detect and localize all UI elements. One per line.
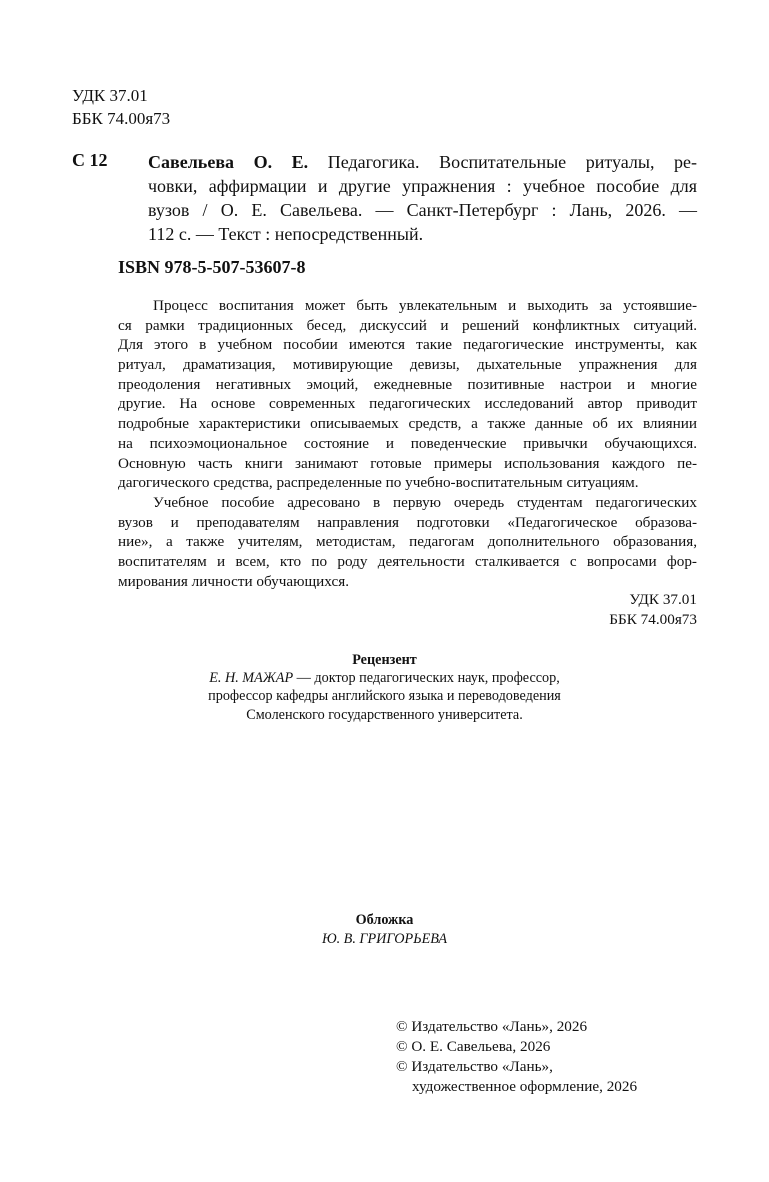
copyright-line: художественное оформление, 2026: [412, 1078, 638, 1095]
reviewer-name: Е. Н. МАЖАР: [209, 670, 294, 687]
abstract-line: ритуал, драматизация, мотивирующие девизы, дыхательные упражнения для: [118, 356, 697, 374]
abstract-line: Основную часть книги занимают готовые примеры использования каждого пе-: [118, 454, 697, 472]
reviewer-line: Смоленского государственного университета.: [246, 706, 523, 723]
abstract-line: на психоэмоциональное состояние и поведенческие привычки обучающихся.: [118, 434, 697, 452]
author-name: Савельева О. Е.: [148, 152, 309, 172]
copyright-line: © Издательство «Лань»,: [396, 1058, 553, 1075]
reviewer-heading: Рецензент: [352, 652, 417, 668]
copyright-line: © О. Е. Савельева, 2026: [396, 1038, 551, 1055]
abstract-line: ние», а также учителям, методистам, педагогам дополнительного образования,: [118, 533, 697, 551]
cover-heading: Обложка: [355, 912, 414, 928]
reviewer-line: профессор кафедры английского языка и переводоведения: [208, 688, 561, 705]
abstract-line: Для этого в учебном пособии имеются такие педагогические инструменты, как: [118, 336, 697, 354]
udk-code: УДК 37.01: [72, 86, 148, 105]
bibliographic-line: 112 с. — Текст : непосредственный.: [148, 224, 424, 244]
isbn: ISBN 978-5-507-53607-8: [118, 257, 306, 277]
bbk-code: ББК 74.00я73: [72, 109, 171, 128]
classification-top: [72, 84, 170, 130]
abstract-line: ся рамки традиционных бесед, дискуссий и решений конфликтных ситуаций.: [118, 316, 697, 334]
reviewer-block: [150, 651, 619, 724]
bibliographic-line-rest: Педагогика. Воспитательные ритуалы, ре-: [308, 152, 697, 172]
bbk-code: ББК 74.00я73: [609, 611, 697, 628]
bibliographic-line: [148, 150, 697, 174]
copyright-line: © Издательство «Лань», 2026: [396, 1018, 588, 1035]
reviewer-line: [150, 669, 619, 687]
bibliographic-line: вузов / О. Е. Савельева. — Санкт-Петербург : Лань, 2026. —: [148, 200, 697, 220]
abstract-line: мирования личности обучающихся.: [118, 572, 349, 590]
bibliographic-record: [148, 150, 697, 246]
bibliographic-line: човки, аффирмации и другие упражнения : учебное пособие для: [148, 176, 697, 196]
abstract-line: воспитателям и всем, кто по роду деятельности сталкивается с вопросами фор-: [118, 552, 697, 570]
abstract: [118, 296, 697, 591]
reviewer-title: — доктор педагогических наук, профессор,: [293, 670, 560, 687]
abstract-line: преодоления негативных эмоций, ежедневные позитивные настрои и многие: [118, 375, 697, 393]
abstract-line: вузов и преподавателям направления подготовки «Педагогическое образова-: [118, 513, 697, 531]
cover-artist: Ю. В. ГРИГОРЬЕВА: [321, 930, 448, 947]
abstract-line: Учебное пособие адресовано в первую очередь студентам педагогических: [153, 493, 697, 511]
abstract-line: Процесс воспитания может быть увлекательным и выходить за устоявшие-: [153, 297, 697, 314]
cover-credit: [200, 911, 569, 948]
author-sign: С 12: [72, 150, 108, 170]
abstract-line: дагогического средства, распределенные по учебно-воспитательным ситуациям.: [118, 474, 639, 492]
abstract-line: другие. На основе современных педагогических исследований автор приводит: [118, 395, 697, 413]
classification-bottom: [560, 590, 697, 630]
copyright-block: [396, 1017, 637, 1097]
abstract-line: подробные характеристики описываемых средств, а также данные об их влиянии: [118, 415, 697, 433]
udk-code: УДК 37.01: [629, 591, 697, 608]
